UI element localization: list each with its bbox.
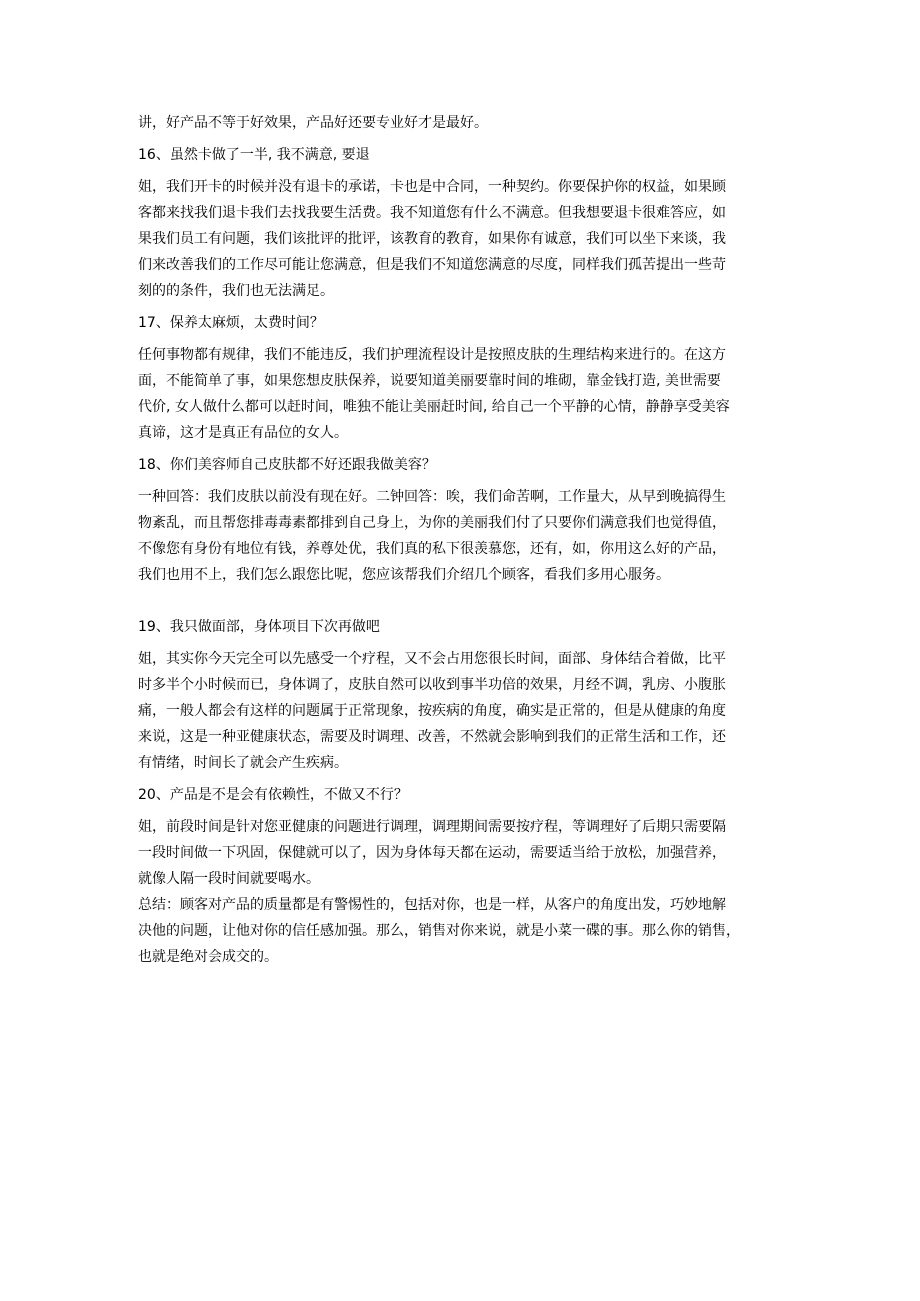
faq-section-20 [138, 782, 790, 892]
faq-section-17 [138, 310, 790, 446]
answer-line: 不像您有身份有地位有钱，养尊处优，我们真的私下很羡慕您，还有，如，你用这么好的产品， [138, 541, 726, 557]
summary-line: 也就是绝对会成交的。 [138, 949, 278, 965]
document-page [138, 110, 790, 970]
answer-line: 姐，前段时间是针对您亚健康的问题进行调理，调理期间需要按疗程，等调理好了后期只需要隔 [138, 819, 726, 835]
answer-line: 真谛，这才是真正有品位的女人。 [138, 425, 348, 441]
answer-line: 就像人隔一段时间就要喝水。 [138, 871, 320, 887]
summary-line: 决他的问题，让他对你的信任感加强。那么，销售对你来说，就是小菜一碟的事。那么你的销售， [138, 923, 740, 939]
answer-line: 刻的的条件，我们也无法满足。 [138, 283, 334, 299]
section-answer [138, 174, 790, 304]
faq-section-16 [138, 142, 790, 304]
section-answer [138, 814, 790, 892]
answer-line: 来说，这是一种亚健康状态，需要及时调理、改善，不然就会影响到我们的正常生活和工作，还 [138, 729, 726, 745]
answer-line: 们来改善我们的工作尽可能让您满意，但是我们不知道您满意的尽度，同样我们孤苦提出一些苛 [138, 257, 726, 273]
section-answer [138, 342, 790, 446]
answer-line: 痛，一般人都会有这样的问题属于正常现象，按疾病的角度，确实是正常的，但是从健康的角度 [138, 703, 726, 719]
summary-line: 总结：顾客对产品的质量都是有警惕性的，包括对你，也是一样，从客户的角度出发，巧妙地解 [138, 897, 726, 913]
answer-line: 代价, 女人做什么都可以赶时间，唯独不能让美丽赶时间, 给自己一个平静的心情，静静享受美容 [138, 399, 730, 415]
section-heading: 20、产品是不是会有依赖性，不做又不行？ [138, 787, 408, 803]
section-answer [138, 484, 790, 588]
answer-line: 姐，我们开卡的时候并没有退卡的承诺，卡也是中合同，一种契约。你要保护你的权益，如果顾 [138, 179, 726, 195]
section-heading: 17、保养太麻烦，太费时间？ [138, 315, 324, 331]
answer-line: 姐，其实你今天完全可以先感受一个疗程，又不会占用您很长时间，面部、身体结合着做，比平 [138, 651, 726, 667]
section-heading: 19、我只做面部，身体项目下次再做吧 [138, 619, 380, 635]
intro-line: 讲，好产品不等于好效果，产品好还要专业好才是最好。 [138, 115, 488, 131]
answer-line: 物紊乱，而且帮您排毒毒素都排到自己身上，为你的美丽我们付了只要你们满意我们也觉得值， [138, 515, 726, 531]
answer-line: 一段时间做一下巩固，保健就可以了，因为身体每天都在运动，需要适当给于放松，加强营养， [138, 845, 726, 861]
section-heading: 18、你们美容师自己皮肤都不好还跟我做美容？ [138, 457, 436, 473]
answer-line: 时多半个小时候而已，身体调了，皮肤自然可以收到事半功倍的效果，月经不调，乳房、小腹胀 [138, 677, 726, 693]
faq-section-18 [138, 452, 790, 588]
answer-line: 果我们员工有问题，我们该批评的批评，该教育的教育，如果你有诚意，我们可以坐下来谈，我 [138, 231, 726, 247]
answer-line: 面，不能简单了事，如果您想皮肤保养，说要知道美丽要靠时间的堆砌，靠金钱打造, 美世需要 [138, 373, 721, 389]
answer-line: 任何事物都有规律，我们不能违反，我们护理流程设计是按照皮肤的生理结构来进行的。在这方 [138, 347, 726, 363]
answer-line: 有情绪，时间长了就会产生疾病。 [138, 755, 348, 771]
summary-paragraph [138, 892, 790, 970]
answer-line: 我们也用不上，我们怎么跟您比呢，您应该帮我们介绍几个顾客，看我们多用心服务。 [138, 567, 670, 583]
answer-line: 客都来找我们退卡我们去找我要生活费。我不知道您有什么不满意。但我想要退卡很难答应，如 [138, 205, 726, 221]
section-heading: 16、虽然卡做了一半, 我不满意, 要退 [138, 147, 370, 163]
answer-line: 一种回答：我们皮肤以前没有现在好。二钟回答：唉，我们命苦啊，工作量大，从早到晚搞得生 [138, 489, 726, 505]
section-answer [138, 646, 790, 776]
faq-section-19 [138, 614, 790, 776]
